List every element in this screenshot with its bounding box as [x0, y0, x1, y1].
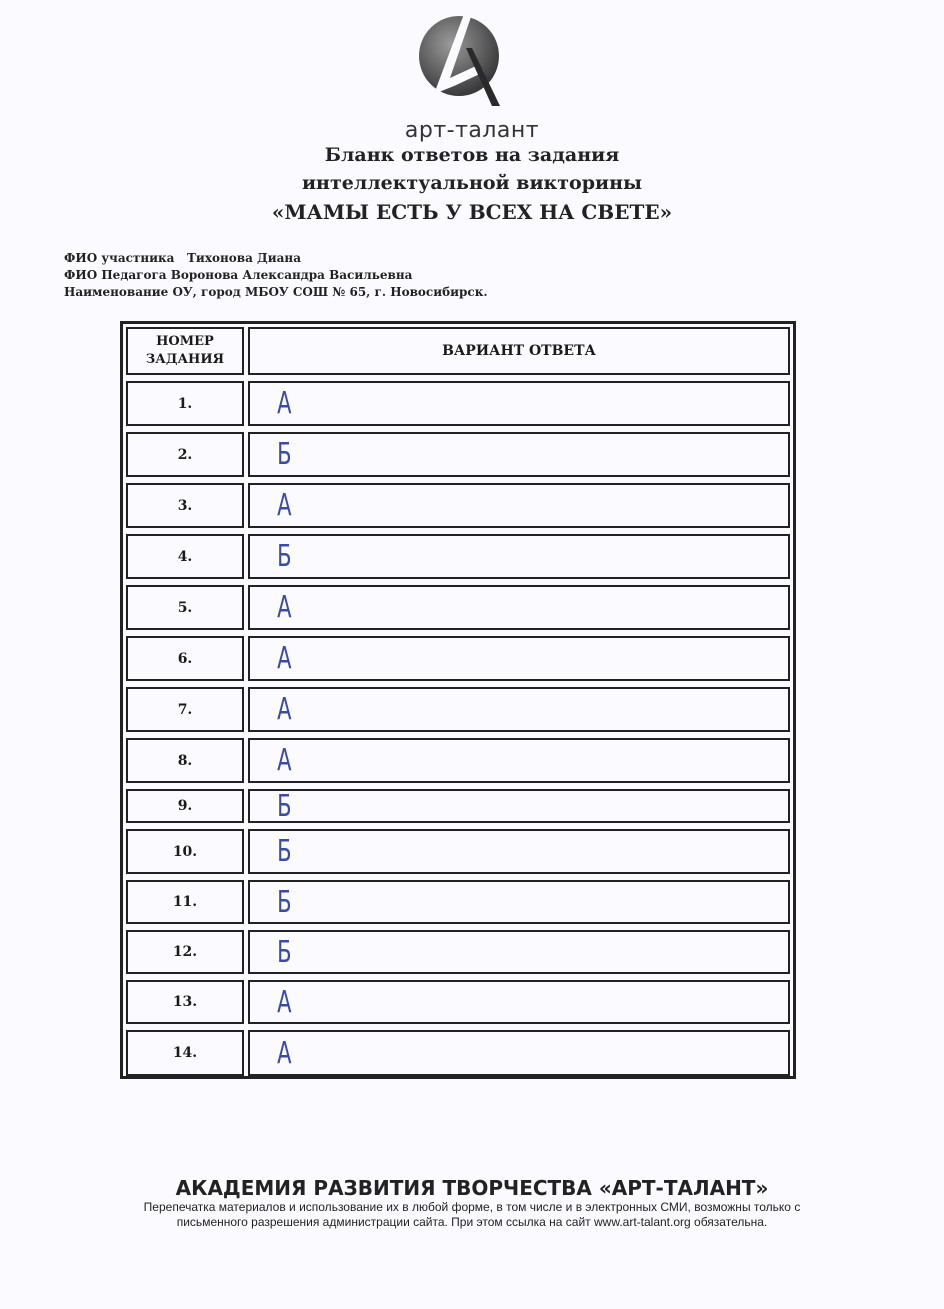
table-row [123, 977, 793, 1027]
quiz-title: «МАМЫ ЕСТЬ У ВСЕХ НА СВЕТЕ» [271, 200, 673, 224]
brand-name: арт-талант [404, 118, 540, 143]
answer-cell[interactable] [248, 534, 790, 579]
task-number: 10. [126, 829, 244, 874]
table-header-row [123, 324, 793, 378]
answer-cell[interactable] [248, 483, 790, 528]
answer-cell[interactable] [248, 432, 790, 477]
table-row [123, 927, 793, 977]
table-row [123, 633, 793, 684]
task-number: 8. [126, 738, 244, 783]
handwritten-answer: А [277, 386, 292, 421]
handwritten-answer: Б [277, 934, 292, 970]
handwritten-answer: А [277, 1035, 292, 1071]
table-row [123, 480, 793, 531]
handwritten-answer: Б [277, 834, 292, 869]
teacher-name-line: ФИО Педагога Воронова Александра Васильевна [64, 268, 413, 282]
task-number: 12. [126, 930, 244, 974]
answer-cell[interactable] [248, 585, 790, 630]
header-number-label-2: ЗАДАНИЯ [145, 352, 225, 367]
form-title-line2: интеллектуальной викторины [301, 172, 643, 194]
table-row [123, 877, 793, 927]
answer-cell[interactable] [248, 930, 790, 974]
school-line: Наименование ОУ, город МБОУ СОШ № 65, г. Новосибирск. [64, 285, 488, 299]
task-number: 14. [126, 1030, 244, 1076]
answer-table [120, 321, 796, 1079]
table-row [123, 378, 793, 429]
header-number-label-1: НОМЕР [156, 334, 214, 349]
handwritten-answer: А [277, 692, 292, 727]
task-number: 7. [126, 687, 244, 732]
answer-cell[interactable] [248, 381, 790, 426]
handwritten-answer: А [277, 743, 292, 778]
footer-title: АКАДЕМИЯ РАЗВИТИЯ ТВОРЧЕСТВА «АРТ-ТАЛАНТ» [175, 1176, 769, 1200]
answer-cell[interactable] [248, 789, 790, 823]
header-answer-label: ВАРИАНТ ОТВЕТА [442, 343, 596, 359]
task-number: 4. [126, 534, 244, 579]
answer-cell[interactable] [248, 687, 790, 732]
table-row [123, 1027, 793, 1079]
answer-cell[interactable] [248, 1030, 790, 1076]
table-row [123, 684, 793, 735]
copyright-note-line1: Перепечатка материалов и использование их в любой форме, в том числе и в электронных СМИ, возможны только с [143, 1200, 801, 1214]
handwritten-answer: Б [277, 884, 292, 920]
handwritten-answer: А [277, 590, 292, 625]
handwritten-answer: А [277, 641, 292, 676]
header-number-cell [126, 327, 244, 375]
copyright-note-line2: письменного разрешения администрации сайта. При этом ссылка на сайт www.art-talant.org обязательна. [176, 1215, 768, 1229]
art-talant-logo [414, 8, 504, 108]
copyright-note [80, 1200, 864, 1230]
table-row [123, 735, 793, 786]
form-title-line1: Бланк ответов на задания [324, 144, 620, 166]
handwritten-answer: Б [277, 539, 292, 574]
answer-cell[interactable] [248, 636, 790, 681]
table-row [123, 429, 793, 480]
answer-cell[interactable] [248, 880, 790, 924]
task-number: 3. [126, 483, 244, 528]
task-number: 2. [126, 432, 244, 477]
task-number: 11. [126, 880, 244, 924]
task-number: 9. [126, 789, 244, 823]
participant-name-line: ФИО участника Тихонова Диана [64, 251, 301, 265]
task-number: 1. [126, 381, 244, 426]
answer-cell[interactable] [248, 980, 790, 1024]
participant-info [64, 250, 488, 301]
handwritten-answer: Б [277, 788, 292, 824]
table-row [123, 826, 793, 877]
task-number: 13. [126, 980, 244, 1024]
answer-cell[interactable] [248, 829, 790, 874]
table-row [123, 786, 793, 826]
table-row [123, 531, 793, 582]
handwritten-answer: Б [277, 437, 292, 472]
answer-cell[interactable] [248, 738, 790, 783]
table-row [123, 582, 793, 633]
task-number: 5. [126, 585, 244, 630]
task-number: 6. [126, 636, 244, 681]
handwritten-answer: А [277, 488, 292, 523]
header-answer-cell [248, 327, 790, 375]
handwritten-answer: А [277, 984, 292, 1020]
